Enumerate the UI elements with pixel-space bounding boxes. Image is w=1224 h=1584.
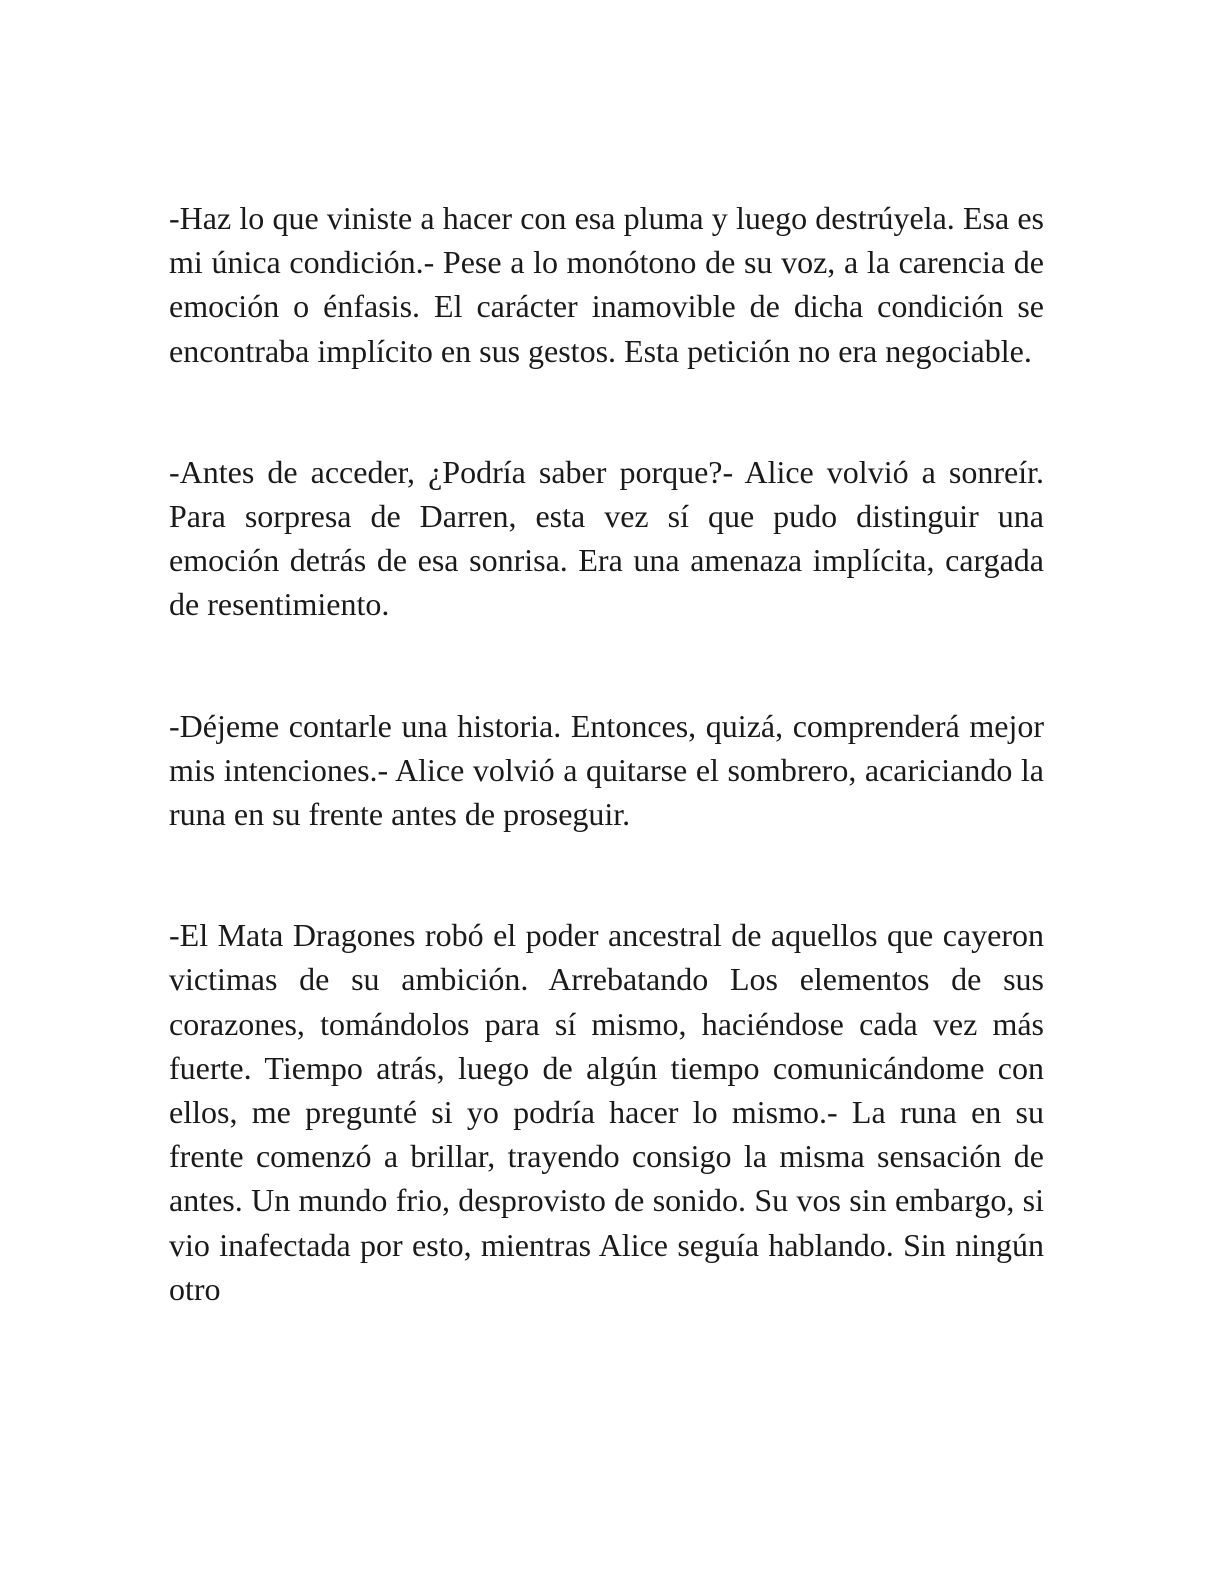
paragraph-3: -Déjeme contarle una historia. Entonces, quizá, comprenderá mejor mis intenciones.- Alice volvió a quitarse el sombrero, acariciando la runa en su frente antes de proseguir.: [169, 707, 1044, 833]
paragraph-2: -Antes de acceder, ¿Podría saber porque?- Alice volvió a sonreír. Para sorpresa de Darren, esta vez sí que pudo distinguir una emoción detrás de esa sonrisa. Era una amenaza implícita, cargada de resentimiento.: [169, 453, 1044, 623]
paragraph-4: -El Mata Dragones robó el poder ancestral de aquellos que cayeron victimas de su ambición. Arrebatando Los elementos de sus corazones, tomándolos para sí mismo, haciéndose cada vez más fuerte. Tiempo atrás, luego de algún tiempo comunicándome con ellos, me pregunté si yo podría hacer lo mismo.- La runa en su frente comenzó a brillar, trayendo consigo la misma sensación de antes. Un mundo frio, desprovisto de sonido. Su vos sin embargo, si vio inafectada por esto, mientras Alice seguía hablando. Sin ningún otro: [169, 917, 1044, 1307]
body-text: [169, 196, 1044, 1311]
paragraph-1: -Haz lo que viniste a hacer con esa pluma y luego destrúyela. Esa es mi única condición.- Pese a lo monótono de su voz, a la carencia de emoción o énfasis. El carácter inamovible de dicha condición se encontraba implícito en sus gestos. Esta petición no era negociable.: [169, 200, 1044, 369]
